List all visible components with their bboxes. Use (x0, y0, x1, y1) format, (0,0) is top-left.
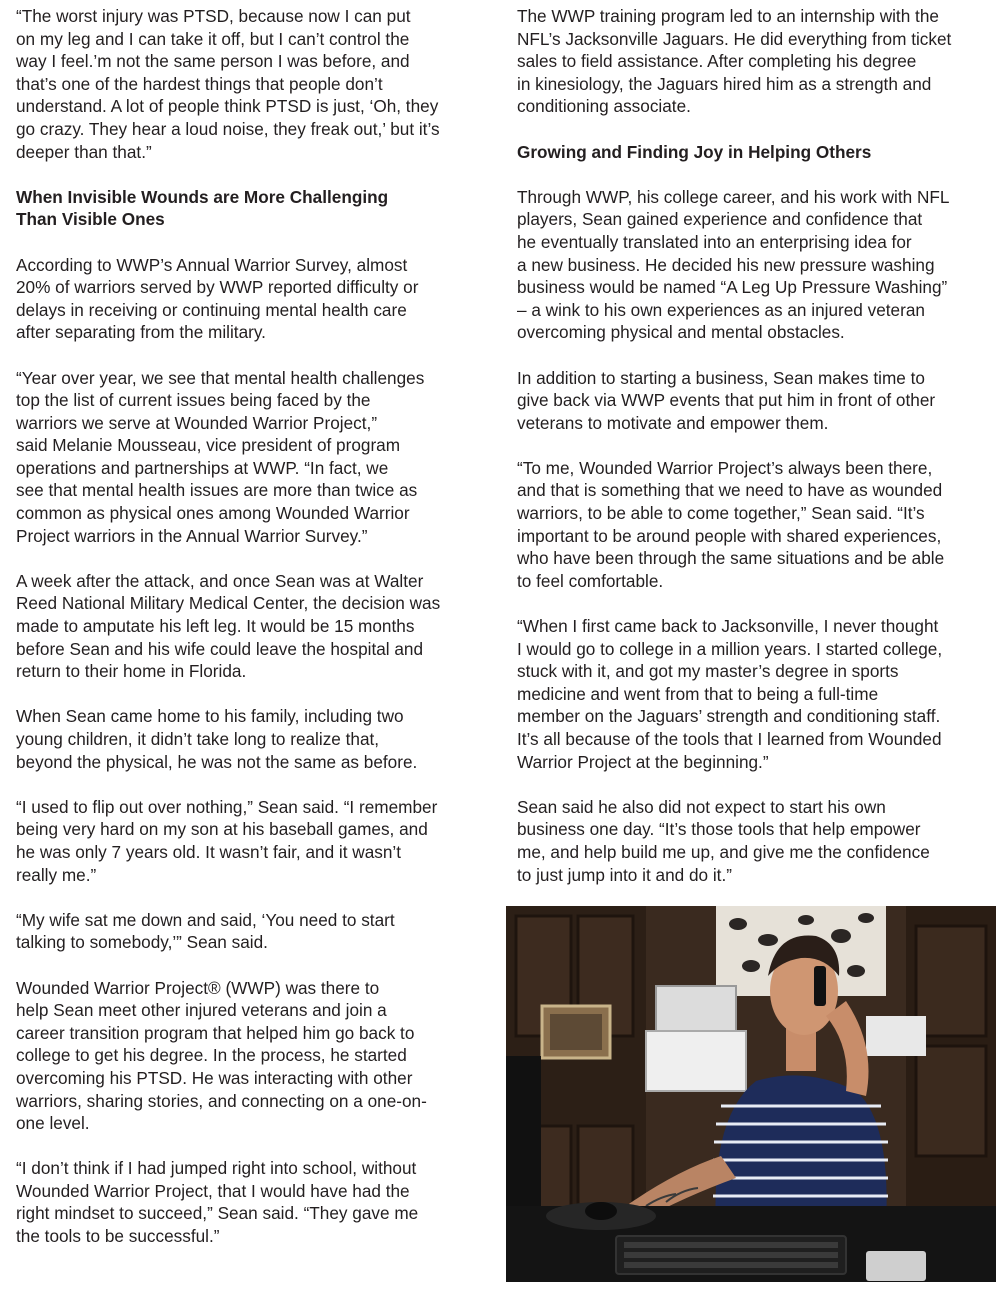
paragraph-jacksonville-quote: “When I first came back to Jacksonville, I never thought I would go to college in a million years. I started college, stuck with it, and got my master’s degree in sports medicine and went from that to being a full-time member on the Jaguars’ strength and conditioning staff. It’s all because of the tools that I learned from Wounded Warrior Project at the beginning.” (517, 616, 943, 772)
paragraph-wwp-help: Wounded Warrior Project® (WWP) was there to help Sean meet other injured veterans and join a career transition program that helped him go back to college to get his degree. In the process, he started overcoming his PTSD. He was interacting with other warriors, sharing stories, and connecting on a one-on- one level. (16, 977, 427, 1134)
paragraph-wife-quote: “My wife sat me down and said, ‘You need to start talking to somebody,’” Sean said. (16, 909, 395, 953)
left-column (16, 5, 476, 1270)
photo-illustration (506, 906, 996, 1282)
paragraph-amputation: A week after the attack, and once Sean was at Walter Reed National Military Medical Center, the decision was made to amputate his left leg. It would be 15 months before Sean and his wife could leave the hospital and return to their home in Florida. (16, 570, 441, 682)
paragraph-giving-back: In addition to starting a business, Sean makes time to give back via WWP events that put him in front of other veterans to motivate and empower them. (517, 367, 936, 433)
paragraph-internship: The WWP training program led to an internship with the NFL’s Jacksonville Jaguars. He did everything from ticket sales to field assistance. After completing his degree in kinesiology, the Jaguars hired him as a strength and conditioning associate. (517, 6, 952, 117)
paragraph-ptsd-quote: “The worst injury was PTSD, because now I can put on my leg and I can take it off, but I can’t control the way I feel.’m not the same person I was before, and that’s one of the hardest things that people don’t understand. A lot of people think PTSD is just, ‘Oh, they go crazy. They hear a loud noise, they freak out,’ but it’s deeper than that.” (16, 6, 440, 162)
paragraph-mousseau-quote: “Year over year, we see that mental health challenges top the list of current issues being faced by the warriors we serve at Wounded Warrior Project,” said Melanie Mousseau, vice president of program operations and partnerships at WWP. “In fact, we see that mental health issues are more than twice as common as physical ones among Wounded Warrior Project warriors in the Annual Warrior Survey.” (16, 367, 425, 546)
paragraph-came-home: When Sean came home to his family, including two young children, it didn’t take long to realize that, beyond the physical, he was not the same as before. (16, 706, 418, 772)
paragraph-right-mindset-quote: “I don’t think if I had jumped right into school, without Wounded Warrior Project, that I would have had the right mindset to succeed,” Sean said. “They gave me the tools to be successful.” (16, 1158, 419, 1247)
right-column (517, 5, 979, 909)
paragraph-come-together-quote: “To me, Wounded Warrior Project’s always been there, and that is something that we need to have as wounded warriors, to be able to come together,” Sean said. “It’s important to be around people with shared experiences, who have been through the same situations and be able to feel comfortable. (517, 457, 945, 591)
photo-man-on-phone-icon (506, 906, 996, 1282)
paragraph-new-business: Through WWP, his college career, and his work with NFL players, Sean gained experience and confidence that he eventually translated into an enterprising idea for a new business. He decided his new pressure washing business would be named “A Leg Up Pressure Washing” – a wink to his own experiences as an injured veteran overcoming physical and mental obstacles. (517, 186, 950, 343)
paragraph-flip-out-quote: “I used to flip out over nothing,” Sean said. “I remember being very hard on my son at his baseball games, and he was only 7 years old. It wasn’t fair, and it wasn’t really me.” (16, 796, 438, 885)
paragraph-own-business: Sean said he also did not expect to start his own business one day. “It’s those tools that help empower me, and help build me up, and give me the confidence to just jump into it and do it.” (517, 796, 930, 885)
paragraph-warrior-survey: According to WWP’s Annual Warrior Survey, almost 20% of warriors served by WWP reported difficulty or delays in receiving or continuing mental health care after separating from the military. (16, 254, 419, 343)
heading-invisible-wounds: When Invisible Wounds are More Challenging Than Visible Ones (16, 186, 389, 230)
heading-growing-joy: Growing and Finding Joy in Helping Others (517, 141, 872, 162)
